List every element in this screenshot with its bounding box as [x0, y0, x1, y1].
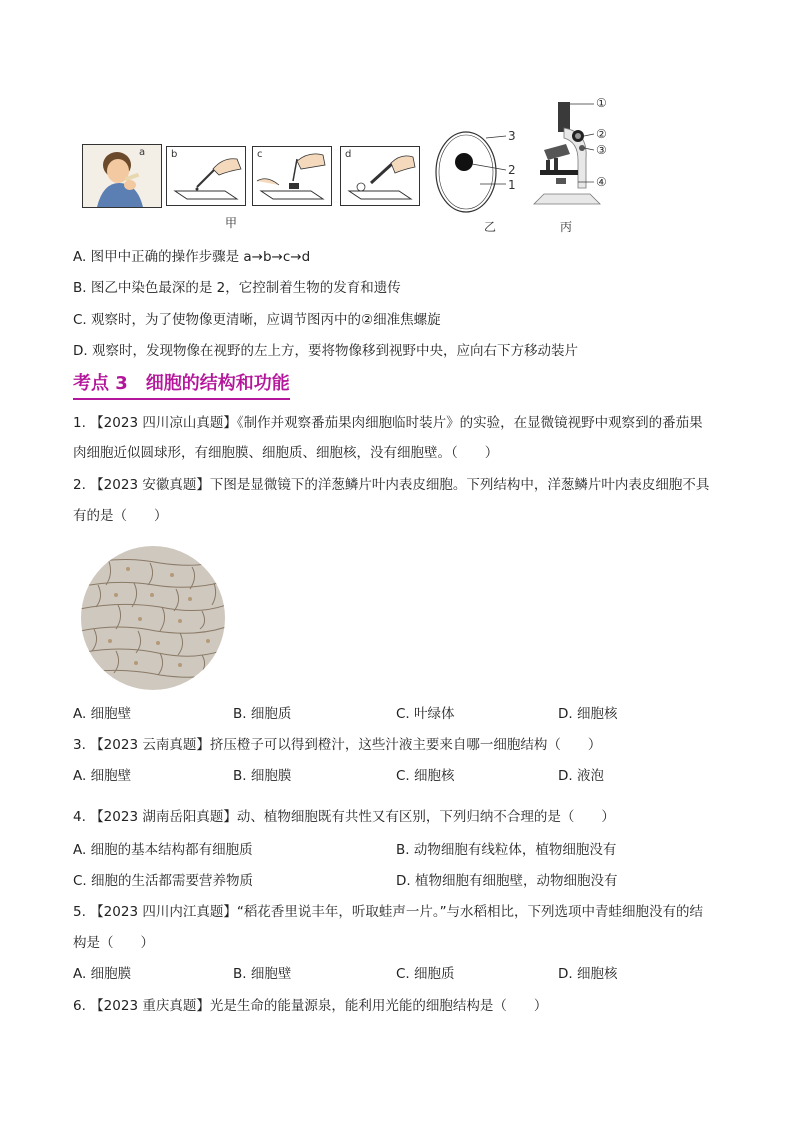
q3-option-d: D. 液泡	[558, 768, 604, 784]
cell-diagram	[434, 126, 534, 226]
q2-option-a: A. 细胞壁	[73, 706, 132, 722]
panel-letter-c: c	[257, 149, 263, 160]
q4-option-c: C. 细胞的生活都需要营养物质	[73, 873, 254, 889]
prev-option-b: B. 图乙中染色最深的是 2，它控制着生物的发育和遗传	[73, 280, 401, 296]
caption-yi: 乙	[484, 220, 497, 234]
q5-line-1: 5. 【2023 四川内江真题】“稻花香里说丰年，听取蛙声一片。”与水稻相比，下列选项中青蛙细胞没有的结	[73, 904, 704, 920]
q4-option-d: D. 植物细胞有细胞壁，动物细胞没有	[396, 873, 618, 889]
q5-line-2: 构是（ ）	[73, 935, 154, 951]
q2-option-b: B. 细胞质	[233, 706, 292, 722]
q1-line-1: 1. 【2023 四川凉山真题】《制作并观察番茄果肉细胞临时装片》的实验，在显微镜视野中观察到的番茄果	[73, 415, 703, 431]
microscope-label-4: ④	[596, 175, 607, 189]
panel-d-stain	[340, 146, 420, 206]
q5-option-d: D. 细胞核	[558, 966, 618, 982]
q2-line-1: 2. 【2023 安徽真题】下图是显微镜下的洋葱鳞片叶内表皮细胞。下列结构中，洋葱鳞片叶内表皮细胞不具	[73, 477, 710, 493]
caption-jia: 甲	[225, 216, 238, 230]
onion-epidermis-micrograph	[80, 545, 226, 691]
q4-option-b: B. 动物细胞有线粒体，植物细胞没有	[396, 842, 617, 858]
panel-c-tweezers	[252, 146, 332, 206]
panel-letter-b: b	[171, 149, 178, 160]
panel-b-dropper	[166, 146, 246, 206]
microscope-label-2: ②	[596, 127, 607, 141]
q3-option-c: C. 细胞核	[396, 768, 455, 784]
microscope-diagram	[530, 98, 610, 216]
experiment-figure	[80, 96, 640, 236]
cell-label-1: 1	[508, 178, 516, 192]
prev-option-c: C. 观察时，为了使物像更清晰，应调节图丙中的②细准焦螺旋	[73, 312, 441, 328]
stain-dropper-illustration	[341, 147, 419, 205]
q5-option-c: C. 细胞质	[396, 966, 455, 982]
panel-letter-a: a	[139, 147, 146, 158]
person-illustration	[83, 145, 161, 207]
q4-line-1: 4. 【2023 湖南岳阳真题】动、植物细胞既有共性又有区别，下列归纳不合理的是（ ）	[73, 809, 615, 825]
q2-option-c: C. 叶绿体	[396, 706, 455, 722]
q4-option-a: A. 细胞的基本结构都有细胞质	[73, 842, 253, 858]
cell-label-3: 3	[508, 129, 516, 143]
prev-option-a: A. 图甲中正确的操作步骤是 a→b→c→d	[73, 249, 311, 265]
q3-option-b: B. 细胞膜	[233, 768, 292, 784]
tweezers-illustration	[253, 147, 331, 205]
q2-option-d: D. 细胞核	[558, 706, 618, 722]
q5-option-b: B. 细胞壁	[233, 966, 292, 982]
prev-option-d: D. 观察时，发现物像在视野的左上方，要将物像移到视野中央，应向右下方移动装片	[73, 343, 578, 359]
section-heading: 考点 3 细胞的结构和功能	[73, 373, 290, 400]
q6-line-1: 6. 【2023 重庆真题】光是生命的能量源泉，能利用光能的细胞结构是（ ）	[73, 998, 548, 1014]
panel-letter-d: d	[345, 149, 352, 160]
q1-line-2: 肉细胞近似圆球形，有细胞膜、细胞质、细胞核，没有细胞壁。（ ）	[73, 445, 499, 461]
q3-line-1: 3. 【2023 云南真题】挤压橙子可以得到橙汁，这些汁液主要来自哪一细胞结构（ ）	[73, 737, 602, 753]
q5-option-a: A. 细胞膜	[73, 966, 132, 982]
caption-bing: 丙	[560, 220, 573, 234]
microscope-label-1: ①	[596, 96, 607, 110]
microscope-label-3: ③	[596, 143, 607, 157]
dropper-on-slide-illustration	[167, 147, 245, 205]
q3-option-a: A. 细胞壁	[73, 768, 132, 784]
cell-label-2: 2	[508, 163, 516, 177]
panel-a-cheek-swab	[82, 144, 162, 208]
q2-line-2: 有的是（ ）	[73, 508, 168, 524]
